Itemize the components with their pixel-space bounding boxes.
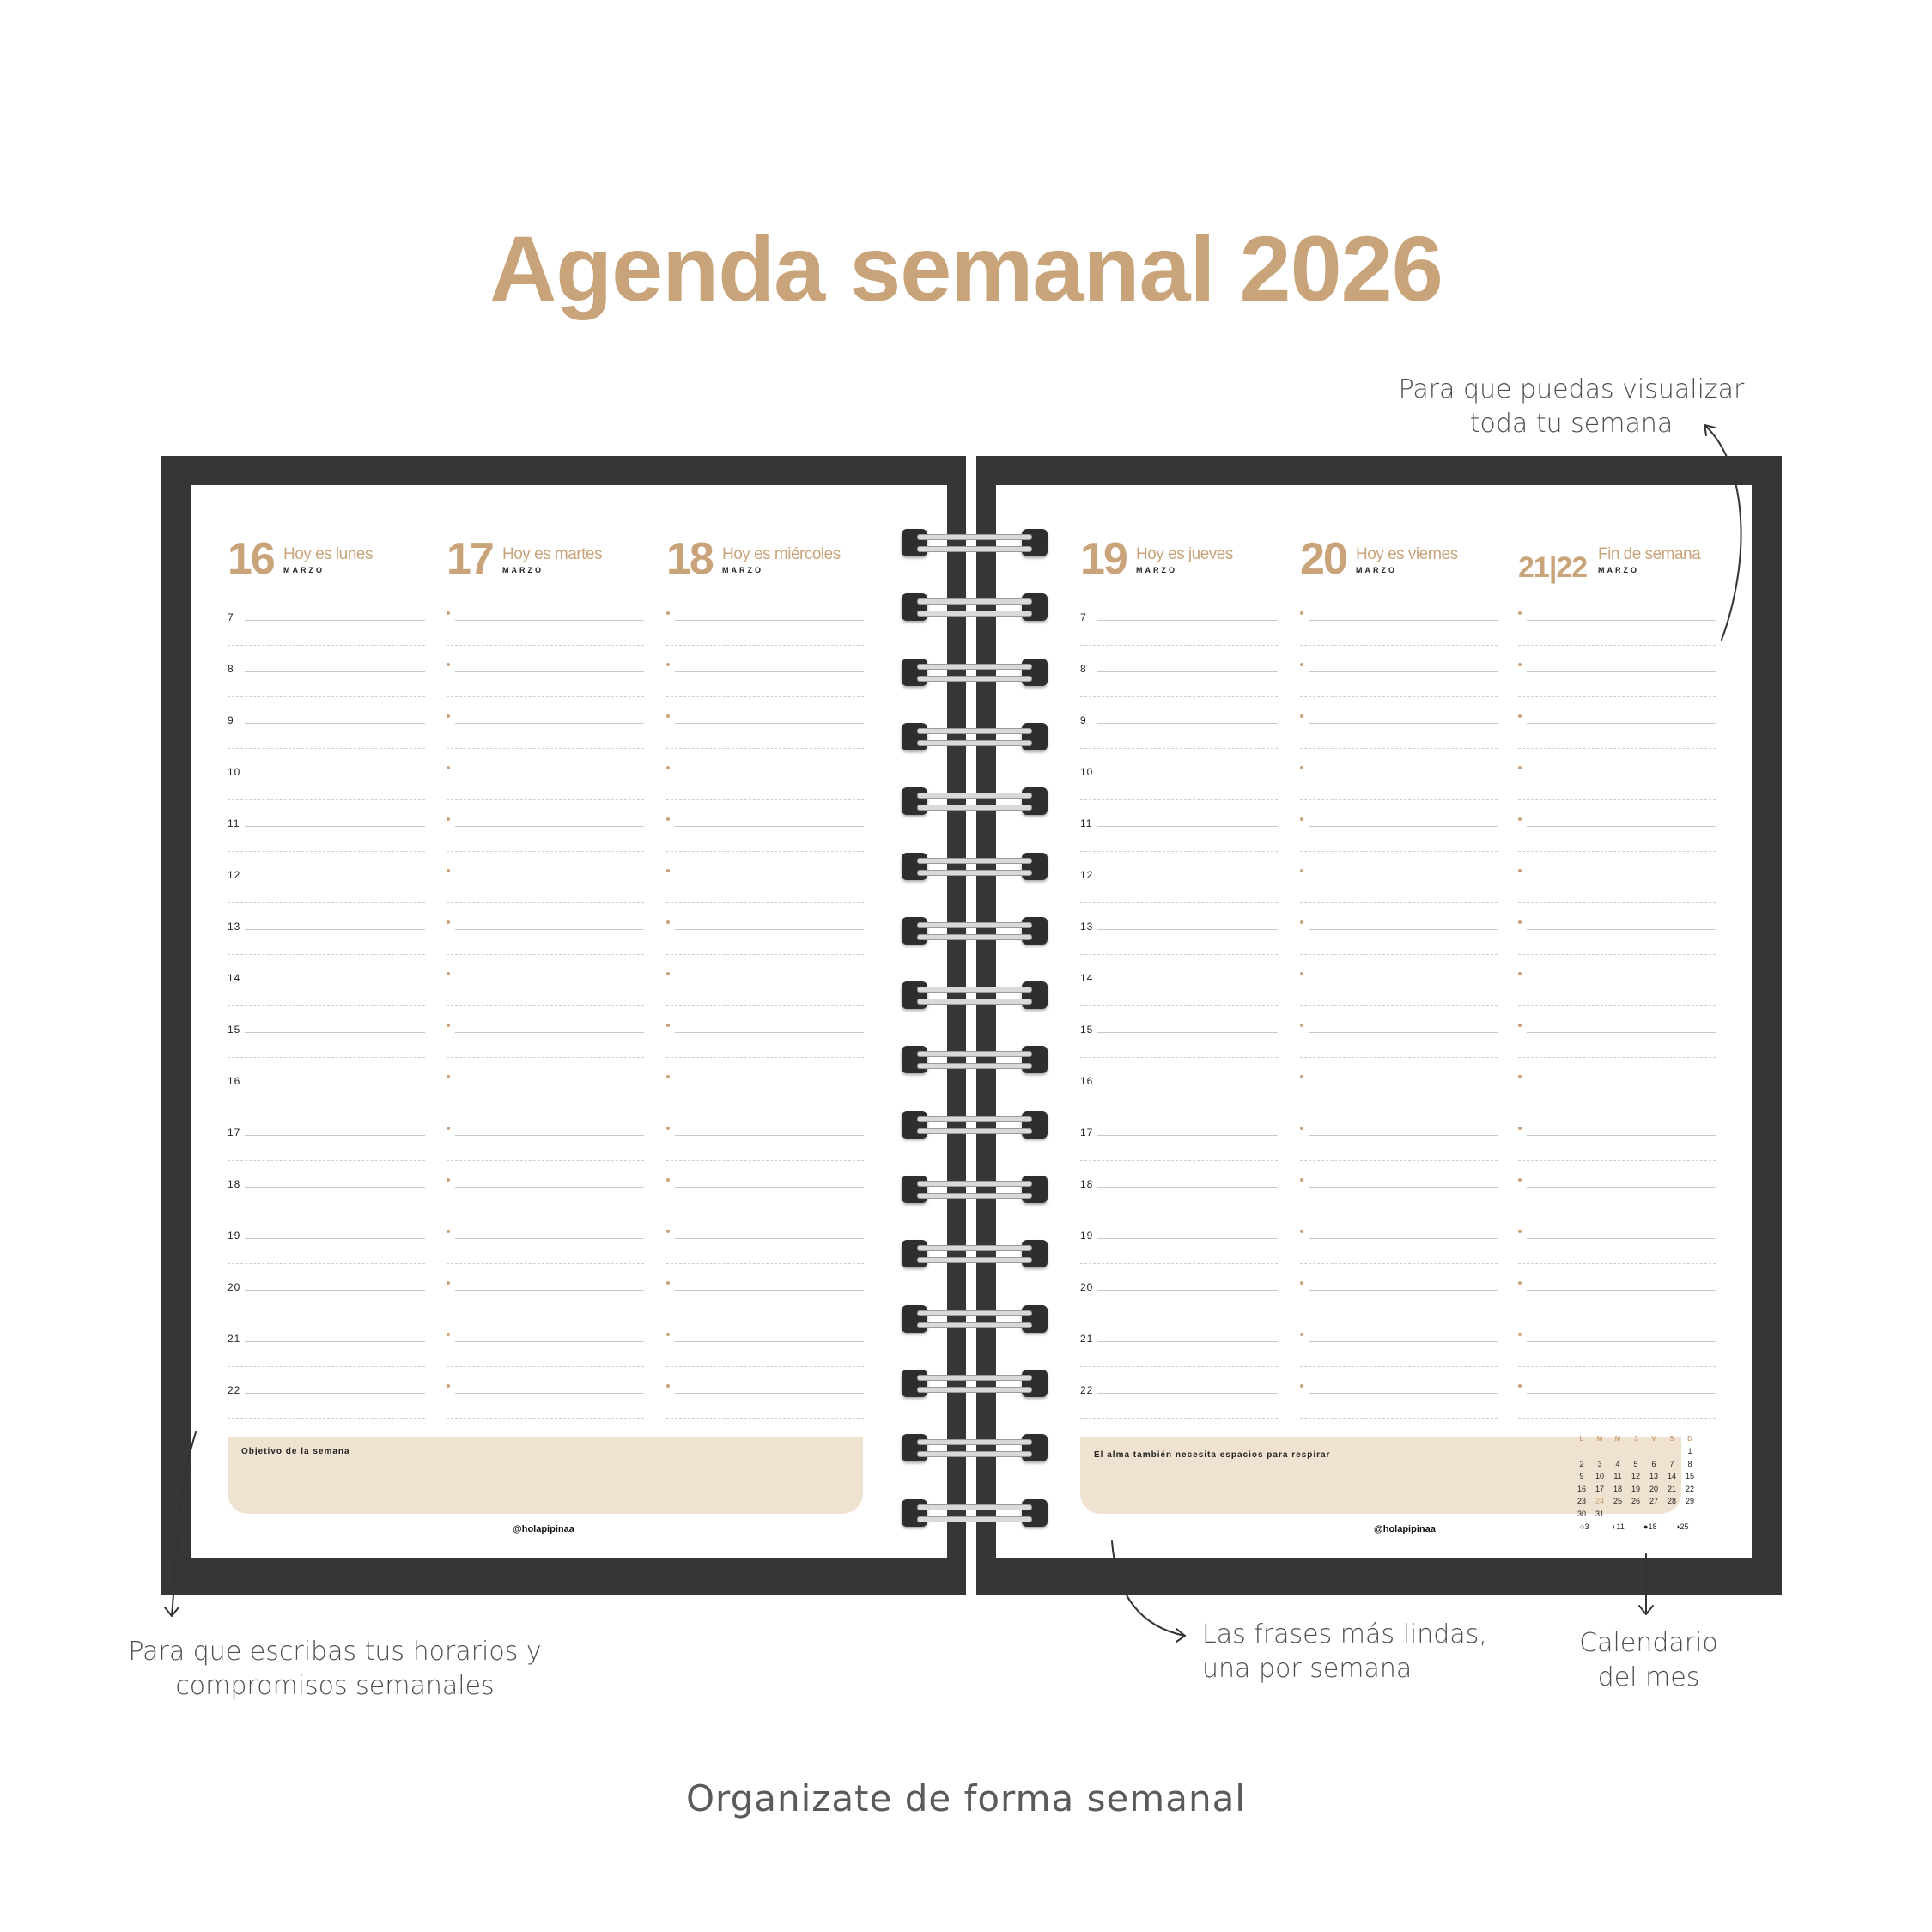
calendar-weekday: V <box>1651 1435 1656 1443</box>
calendar-weekday: D <box>1687 1435 1692 1443</box>
day-month: MARZO <box>283 566 325 574</box>
footer-tagline: Organizate de forma semanal <box>686 1777 1246 1820</box>
brand-handle: @holapipinaa <box>1374 1524 1436 1534</box>
moon-phase-day: 11 <box>1616 1522 1625 1531</box>
hour-label: 21 <box>228 1333 241 1345</box>
hour-label: 19 <box>1080 1230 1094 1242</box>
brand-handle: @holapipinaa <box>513 1524 574 1534</box>
calendar-day: 5 <box>1633 1459 1638 1468</box>
calendar-day: 10 <box>1595 1472 1604 1480</box>
hour-label: 9 <box>228 714 234 726</box>
arrow-bottom-mid-icon <box>1112 1541 1185 1636</box>
hour-label: 8 <box>228 663 234 675</box>
hour-label: 13 <box>1080 920 1094 933</box>
calendar-day: 18 <box>1613 1484 1622 1493</box>
hour-label: 18 <box>1080 1178 1094 1190</box>
calendar-day: 26 <box>1631 1497 1640 1505</box>
calendar-day: 29 <box>1685 1497 1694 1505</box>
calendar-weekday: J <box>1633 1435 1638 1443</box>
moon-phase-day: 18 <box>1648 1522 1657 1531</box>
day-number: 16 <box>228 534 274 584</box>
calendar-day: 24 <box>1595 1497 1604 1505</box>
day-number: 21|22 <box>1518 551 1588 584</box>
hour-label: 18 <box>228 1178 241 1190</box>
moon-phase-day: 3 <box>1584 1522 1589 1531</box>
calendar-day: 12 <box>1631 1472 1640 1480</box>
day-label: Hoy es viernes <box>1356 545 1458 563</box>
calendar-weekday: S <box>1669 1435 1674 1443</box>
calendar-day: 1 <box>1687 1447 1692 1455</box>
moon-phase-icon: ● <box>1643 1522 1649 1531</box>
calendar-weekday: M <box>1596 1435 1603 1443</box>
annotation-line: Para que escribas tus horarios y <box>128 1637 542 1667</box>
calendar-day: 2 <box>1579 1459 1584 1468</box>
moon-phase-icon: ○ <box>1580 1522 1585 1531</box>
annotation-line: toda tu semana <box>1469 409 1674 439</box>
hour-label: 12 <box>228 869 241 881</box>
calendar-day: 20 <box>1649 1484 1658 1493</box>
hour-label: 20 <box>1080 1281 1094 1293</box>
calendar-day: 23 <box>1577 1497 1586 1505</box>
hour-label: 7 <box>228 611 234 623</box>
day-label: Hoy es jueves <box>1136 545 1233 563</box>
calendar-day: 6 <box>1651 1459 1656 1468</box>
annotation-line: compromisos semanales <box>175 1671 495 1701</box>
calendar-day: 30 <box>1577 1509 1586 1518</box>
hour-label: 11 <box>1080 817 1093 829</box>
calendar-day: 27 <box>1649 1497 1658 1505</box>
hour-label: 13 <box>228 920 241 933</box>
day-month: MARZO <box>502 566 544 574</box>
calendar-day: 13 <box>1649 1472 1658 1480</box>
calendar-weekday: L <box>1579 1435 1584 1443</box>
weekly-goal-label: Objetivo de la semana <box>241 1447 350 1456</box>
calendar-day: 9 <box>1579 1472 1584 1480</box>
annotation-line: del mes <box>1597 1662 1700 1692</box>
hour-label: 8 <box>1080 663 1087 675</box>
calendar-day: 15 <box>1685 1472 1694 1480</box>
hour-label: 11 <box>228 817 240 829</box>
calendar-day: 28 <box>1667 1497 1676 1505</box>
hour-label: 9 <box>1080 714 1087 726</box>
hour-label: 21 <box>1080 1333 1094 1345</box>
day-month: MARZO <box>1136 566 1177 574</box>
hour-label: 17 <box>228 1127 241 1139</box>
annotation-line: Las frases más lindas, <box>1202 1619 1487 1649</box>
calendar-day: 3 <box>1597 1459 1602 1468</box>
page-title: Agenda semanal 2026 <box>489 216 1443 320</box>
day-label: Hoy es miércoles <box>722 545 841 563</box>
hour-label: 15 <box>1080 1024 1094 1036</box>
arrow-bottom-left-icon <box>172 1432 196 1616</box>
day-label: Hoy es lunes <box>283 545 373 563</box>
hour-label: 17 <box>1080 1127 1094 1139</box>
weekly-quote-label: El alma también necesita espacios para respirar <box>1094 1450 1331 1460</box>
calendar-day: 4 <box>1615 1459 1620 1468</box>
day-number: 17 <box>447 534 493 584</box>
hour-label: 22 <box>228 1384 241 1396</box>
hour-label: 20 <box>228 1281 241 1293</box>
calendar-day: 22 <box>1685 1484 1694 1493</box>
hour-label: 10 <box>1080 766 1094 778</box>
annotation-line: una por semana <box>1202 1654 1413 1684</box>
hour-label: 12 <box>1080 869 1094 881</box>
moon-phase-icon: ◑ <box>1675 1522 1680 1531</box>
hour-label: 16 <box>1080 1075 1094 1087</box>
day-number: 20 <box>1300 534 1346 584</box>
hour-label: 7 <box>1080 611 1087 623</box>
calendar-day: 11 <box>1613 1472 1622 1480</box>
day-month: MARZO <box>722 566 763 574</box>
hour-label: 14 <box>1080 972 1094 984</box>
moon-phase-icon: ◐ <box>1612 1522 1617 1531</box>
hour-label: 19 <box>228 1230 241 1242</box>
calendar-day: 14 <box>1667 1472 1676 1480</box>
day-number: 19 <box>1080 534 1127 584</box>
calendar-day: 21 <box>1667 1484 1676 1493</box>
hour-label: 16 <box>228 1075 241 1087</box>
hour-label: 14 <box>228 972 241 984</box>
annotation-line: Para que puedas visualizar <box>1398 374 1745 404</box>
calendar-day: 31 <box>1595 1509 1604 1518</box>
day-label: Fin de semana <box>1598 545 1701 563</box>
moon-phase-day: 25 <box>1680 1522 1689 1531</box>
calendar-weekday: M <box>1614 1435 1621 1443</box>
day-label: Hoy es martes <box>502 545 602 563</box>
hour-label: 15 <box>228 1024 241 1036</box>
hour-label: 22 <box>1080 1384 1094 1396</box>
day-number: 18 <box>666 534 713 584</box>
calendar-day: 17 <box>1595 1484 1604 1493</box>
annotation-line: Calendario <box>1579 1628 1718 1658</box>
day-month: MARZO <box>1598 566 1639 574</box>
hour-label: 10 <box>228 766 241 778</box>
calendar-day: 25 <box>1613 1497 1622 1505</box>
calendar-day: 7 <box>1669 1459 1674 1468</box>
arrow-top-right-icon <box>1704 425 1741 640</box>
calendar-day: 8 <box>1687 1459 1692 1468</box>
calendar-day: 19 <box>1631 1484 1640 1493</box>
calendar-day: 16 <box>1577 1484 1586 1493</box>
day-month: MARZO <box>1356 566 1397 574</box>
